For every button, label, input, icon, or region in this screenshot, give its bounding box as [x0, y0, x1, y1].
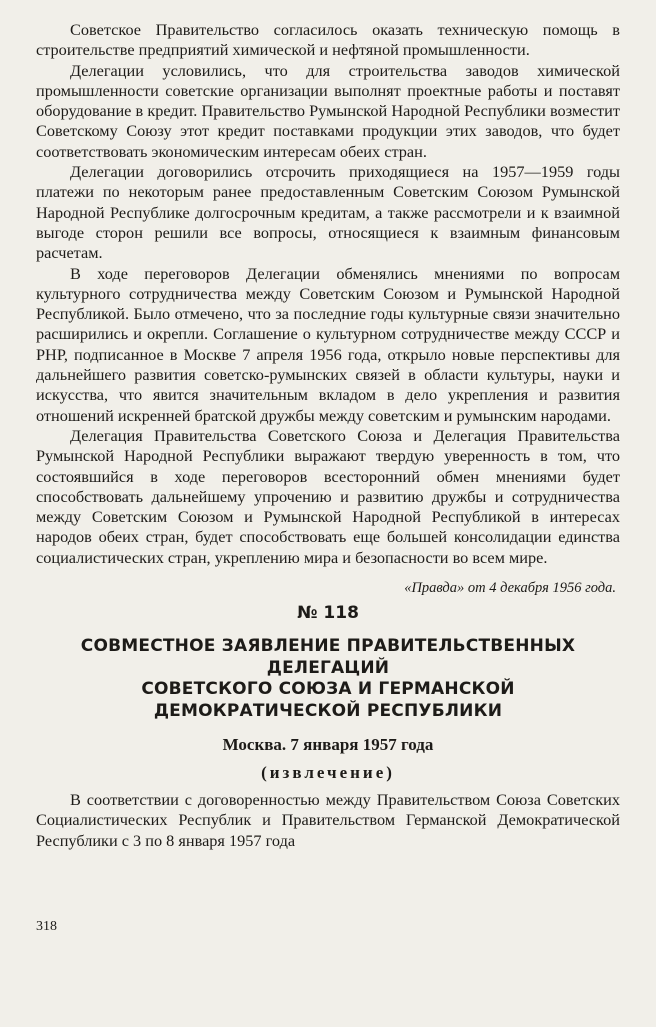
excerpt-note: (извлечение): [261, 763, 395, 783]
title-line: СОВМЕСТНОЕ ЗАЯВЛЕНИЕ ПРАВИТЕЛЬСТВЕННЫХ: [80, 636, 576, 657]
title-line: СОВЕТСКОГО СОЮЗА И ГЕРМАНСКОЙ: [141, 679, 515, 700]
document-page: [36, 20, 620, 851]
paragraph-cultural-cooperation: В ходе переговоров Делегации обменялись мнениями по вопросам культурного сотрудничества между Советским Союзом и Румынской Народной Республикой. Было отмечено, что за последние годы культурные связи значительно расширились и окрепли. Соглашение о культурном сотрудничестве между СССР и РНР, подписанное в Москве 7 апреля 1956 года, открыло новые перспективы для дальнейшего развития советско-румынских связей в области культуры, науки и искусства, что явится значительным вкладом в дело укрепления и развития отношений искренней братской дружбы между советским и румынским народами.: [36, 263, 620, 425]
title-line: ДЕМОКРАТИЧЕСКОЙ РЕСПУБЛИКИ: [153, 700, 503, 721]
paragraph-friendship-confidence: Делегация Правительства Советского Союза и Делегация Правительства Румынской Народной Республики выражают твердую уверенность в том, что состоявшийся в ходе переговоров всесторонний обмен мнениями будет способствовать дальнейшему упрочению и развитию дружбы и сотрудничества между Советским Союзом и Румынской Народной Республикой в интересах народов обеих стран, будет способствовать еще большей консолидации единства социалистических стран, укреплению мира и безопасности во всем мире.: [36, 425, 620, 567]
place-and-date: Москва. 7 января 1957 года: [222, 735, 434, 755]
document-number: № 118: [297, 603, 359, 624]
paragraph-payment-deferral: Делегации договорились отсрочить приходящиеся на 1957—1959 годы платежи по некоторым ранее предоставленным Советским Союзом Румынской Народной Республике долгосрочным кредитам, а также рассмотрели и к взаимной выгоде сторон решили все вопросы, относящиеся к взаимным финансовым расчетам.: [36, 162, 620, 263]
title-line: ДЕЛЕГАЦИЙ: [266, 657, 390, 678]
page-number: 318: [36, 919, 57, 934]
paragraph-chemical-industry-credit: Делегации условились, что для строительства заводов химической промышленности советские организации выполнят проектные работы и поставят оборудование в кредит. Правительство Румынской Народной Республики возместит Советскому Союзу этот кредит поставками продукции этих заводов, что будет соответствовать экономическим интересам обеих стран.: [36, 60, 620, 161]
paragraph-technical-assistance: Советское Правительство согласилось оказать техническую помощь в строительстве предприятий химической и нефтяной промышленности.: [36, 20, 620, 60]
source-citation: «Правда» от 4 декабря 1956 года.: [404, 580, 616, 597]
document-title: [36, 636, 620, 722]
paragraph-agreement-intro: В соответствии с договоренностью между Правительством Союза Советских Социалистических Республик и Правительством Германской Демократической Республики с 3 по 8 января 1957 года: [36, 790, 620, 850]
